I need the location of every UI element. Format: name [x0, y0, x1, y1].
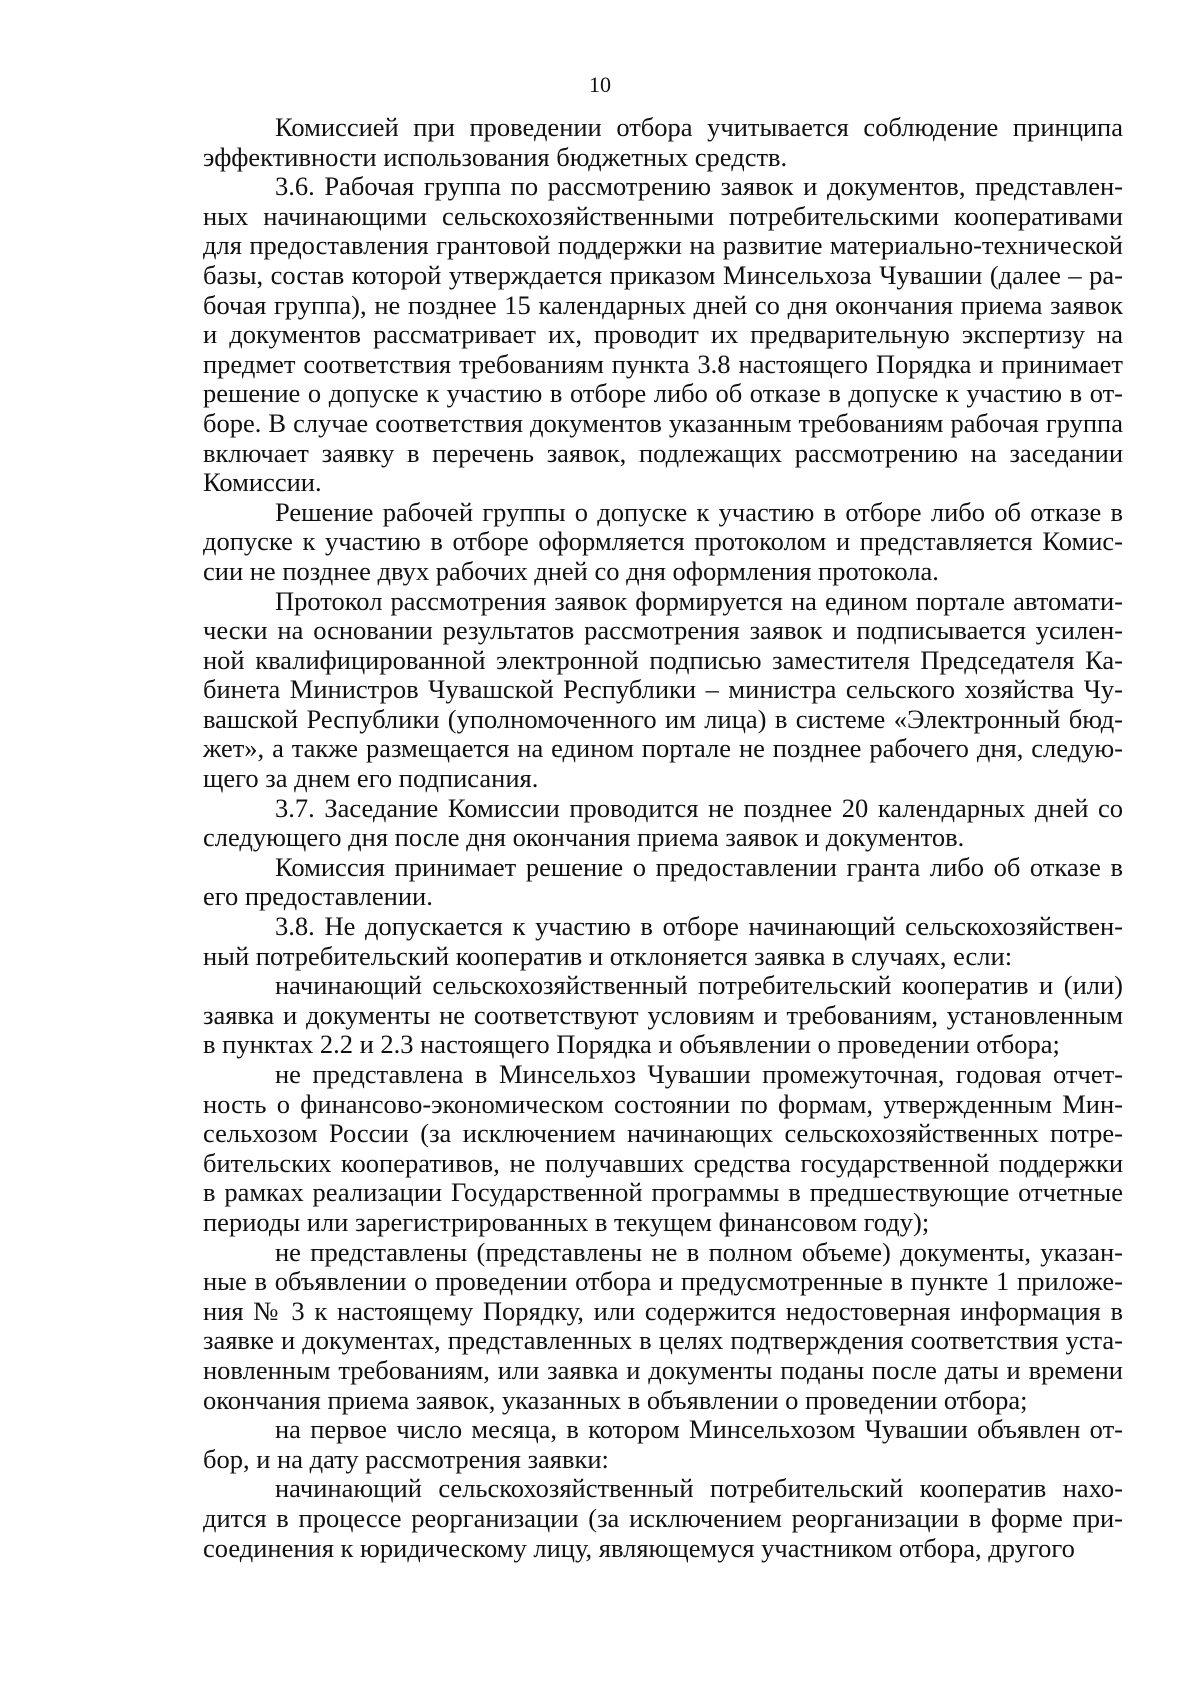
paragraph: Комиссией при проведении отбора учитывается соблюдение принципа эффективности использования бюджетных средств. [203, 112, 1123, 172]
paragraph: Решение рабочей группы о допуске к участию в отборе либо об отказе в допуске к участию в отборе оформляется протоколом и представляется Комиссии не позднее двух рабочих дней со дня оформления протокола. [203, 496, 1123, 586]
page-number: 10 [589, 72, 611, 97]
paragraph: Комиссия принимает решение о предоставлении гранта либо об отказе в его предоставлении. [203, 851, 1123, 912]
paragraph: 3.7. Заседание Комиссии проводится не позднее 20 календарных дней со следующего дня после дня окончания приема заявок и документов. [203, 792, 1123, 853]
paragraph: начинающий сельскохозяйственный потребительский кооператив и (или) заявка и документы не соответствуют условиям и требованиям, установленным в пунктах 2.2 и 2.3 настоящего Порядка и объявлении о проведении отбора; [203, 970, 1123, 1060]
paragraph: Протокол рассмотрения заявок формируется на едином портале автоматически на основании результатов рассмотрения заявок и подписывается усиленной квалифицированной электронной подписью заместителя Председателя Кабинета Министров Чувашской Республики – министра сельского хозяйства Чувашской Республики (уполномоченного им лица) в системе «Электронный бюджет», а также размещается на едином портале не позднее рабочего дня, следующего за днем его подписания. [203, 585, 1123, 794]
paragraph: на первое число месяца, в котором Минсельхозом Чувашии объявлен отбор, и на дату рассмотрения заявки: [203, 1414, 1123, 1474]
document-body [203, 113, 1123, 1563]
paragraph: начинающий сельскохозяйственный потребительский кооператив находится в процессе реорганизации (за исключением реорганизации в форме присоединения к юридическому лицу, являющемуся участником отбора, другого [203, 1473, 1123, 1563]
paragraph: 3.6. Рабочая группа по рассмотрению заявок и документов, представленных начинающими сельскохозяйственными потребительскими кооперативами для предоставления грантовой поддержки на развитие материально-технической базы, состав которой утверждается приказом Минсельхоза Чувашии (далее – рабочая группа), не позднее 15 календарных дней со дня окончания приема заявок и документов рассматривает их, проводит их предварительную экспертизу на предмет соответствия требованиям пункта 3.8 настоящего Порядка и принимает решение о допуске к участию в отборе либо об отказе в допуске к участию в отборе. В случае соответствия документов указанным требованиям рабочая группа включает заявку в перечень заявок, подлежащих рассмотрению на заседании Комиссии. [203, 171, 1123, 498]
paragraph: не представлена в Минсельхоз Чувашии промежуточная, годовая отчетность о финансово-экономическом состоянии по формам, утвержденным Минсельхозом России (за исключением начинающих сельскохозяйственных потребительских кооперативов, не получавших средства государственной поддержки в рамках реализации Государственной программы в предшествующие отчетные периоды или зарегистрированных в текущем финансовом году); [203, 1059, 1123, 1237]
paragraph: не представлены (представлены не в полном объеме) документы, указанные в объявлении о проведении отбора и предусмотренные в пункте 1 приложения № 3 к настоящему Порядку, или содержится недостоверная информация в заявке и документах, представленных в целях подтверждения соответствия установленным требованиям, или заявка и документы поданы после даты и времени окончания приема заявок, указанных в объявлении о проведении отбора; [203, 1236, 1123, 1415]
paragraph: 3.8. Не допускается к участию в отборе начинающий сельскохозяйственный потребительский кооператив и отклоняется заявка в случаях, если: [203, 911, 1123, 971]
